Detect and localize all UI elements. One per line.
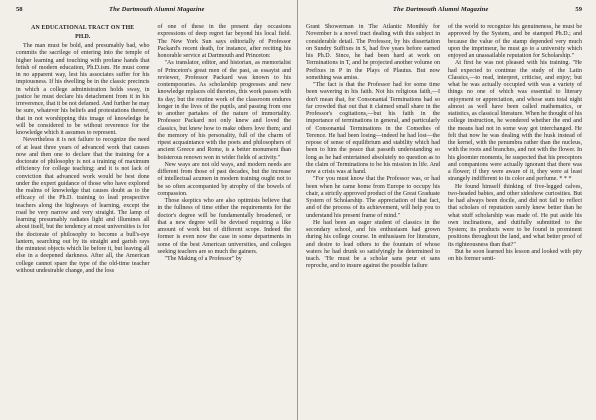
left-page-number: 58 xyxy=(16,6,23,13)
article-subheading: PH.D. xyxy=(75,33,91,40)
paragraph: But he soon learned his lesson and looked with pity on his former senti- xyxy=(448,248,582,262)
paragraph: New ways are not old ways, and modern needs are different from those of past decades, but the increase of intellectual acumen in modern training ought not to be so often accompanied by atrophy of the bowels of compassion. xyxy=(157,161,291,197)
left-running-title: The Dartmouth Alumni Magazine xyxy=(109,6,205,13)
paragraph: "The Making of a Professor" by xyxy=(164,256,242,262)
right-column-1 xyxy=(306,24,440,271)
paragraph: of one of these in the present day occasions expressions of deep regret far beyond his local field. The New York Sun says editorially of Professor Packard's recent death, for instance, after reciting his honorable service at Dartmouth and Princeton: xyxy=(157,24,291,59)
quoted-paragraph: "For you must know that the Professor was, or had been when he came home from Europe to occupy his chair, a strictly approved product of the Great Graduate System of Scholarship. The appreciation of that fact, and of the process of its achievement, will help you to understand his present frame of mind." xyxy=(306,176,440,219)
article-heading: AN EDUCATIONAL TRACT ON THE xyxy=(31,25,135,31)
left-running-head xyxy=(16,6,291,18)
right-running-head xyxy=(306,6,582,18)
quoted-paragraph: "As translator, editor, and historian, as memorialist of Princeton's great men of the past, as essayist and reviewer, Professor Packard was known to his contemporaries. As scholarship progresses and new knowledge replaces old theories, this work passes with its day; but the routine work of the classroom endures longer in the lives of the pupils, and passing from one to another partakes of the nature of immortality. Professor Packard not only knew and loved the classics, but knew how to make others love them; and the memory of his personality, full of the charm of ripest acquaintance with the poets and philosophers of ancient Greece and Rome, is a better monument than boisterous renown won in wider fields of activity." xyxy=(157,60,291,161)
paragraph: Nevertheless it is not failure to recognize the need of at least three years of advanced work that causes now and then one to declare that the training for a doctorate of philosophy is not a training of maximum efficiency for college teaching; and it is not lack of conviction that advanced work would be best done under the expert guidance of those who have explored the realms of knowledge that causes doubt as to the efficacy of the Ph.D. training to lead prospective teachers along the highways of learning, except the road be very narrow and very straight. The lamp of learning presumably radiates light and illumines all about itself, but the tendency at most universities is for the doctorate of philosophy to become a bull's-eye lantern, searching out by its straight and garish rays the minutest objects which lie before it, but leaving all else in a deepened darkness. After all, the American college cannot spare the type of the old-time teacher without undesirable change, and the loss xyxy=(16,137,150,274)
left-column-1 xyxy=(16,24,150,275)
right-page xyxy=(298,0,596,420)
left-column-2 xyxy=(158,24,292,275)
paragraph: He had been an eager student of classics in the secondary school, and his enthusiasm had grown during his college course. In enthusiasm for literature, and desire to lead others to the fountain of whose waters he had drunk so satisfyingly he determined to teach. "He must be a scholar sans peur et sans reproche, and to insure against the possible failure xyxy=(306,219,440,270)
right-column-2 xyxy=(448,24,582,271)
right-page-number: 59 xyxy=(575,6,582,13)
paragraph: At first he was not pleased with his training. "He had expected to continue the study of the Latin Classics,—to read, interpret, criticise, and enjoy; but what he was actually occupied with was a variety of things no one of which was essential to literary enjoyment or appreciation, and whose sum total night almost as well have been called mathematics, or statistics, as classical literature. When he thought of his college instruction, he wondered whether the end and the means had not in some way got interchanged. He felt that now he was dealing with the husk instead of the kernel, with the penumbra rather than the nucleus, with the roots and branches, and not with the flower. In his gloomier moments, he suspected that his preceptors and companions were actually ignorant that there was a flower; if they were aware of it, they were at least strangely indifferent to its color and perfume. * * * xyxy=(448,60,582,183)
right-running-title: The Dartmouth Alumni Magazine xyxy=(392,6,489,13)
quoted-paragraph: "The fact is that the Professor had for some time been wavering in his faith. Not his religious faith,—I don't mean that, for Consonantal Terminations had so far crowded that out that it claimed small share in the Professor's cogitations,—but his faith in the importance of terminations in general, and particularly of Consonantal Terminations in the Comedies of Terence. He had been losing—indeed he had lost—the repose of sense of equilibrium and stability which had been to him the peace that passeth understanding so long as he had entertained absolutely no question as to the claim of Terminations to be his mission in life. And now a crisis was at hand. xyxy=(306,82,440,175)
paragraph: He found himself thinking of five-legged calves, two-headed babies, and other sideshow curiosities. But he had always been docile, and did not fail to reflect that scholars of reputation surely knew better than he what stuff scholarship was made of. He put aside his own inclinations, and dutifully submitted to the System; its products were to be found in prominent positions throughout the land, and what better proof of its righteousness than that?" xyxy=(448,183,582,248)
paragraph: of the world to recognize his genuineness, he must be approved by the System, and be stamped Ph.D.; and because the value of the stamp depended very much upon the imprimeur, he must go to a university which enjoyed an unassailable reputation for Scholarship." xyxy=(448,24,582,59)
paragraph: The man must be bold, and presumably bad, who commits the sacrilege of entering into the temple of higher learning and touching with profane hands that fetish of modern education, Ph.D.ism. He must come in no apparent way, lest his associates suffer for his impiousness. If his dwelling be in the classic precincts in which a college administration holds sway, in justice he must declare his detachment from it in his irreverence, that it be not defamed. And further he may be sure, whatever his beliefs and protestations thereof, that in not worshipping this image of knowledge he will be considered to be without reverence for the knowledge which it assumes to represent. xyxy=(16,43,150,137)
paragraph: Those skeptics who are also optimists believe that in the fullness of time either the requirements for the doctor's degree will be fundamentally broadened, or that a new degree will be devised requiring a like amount of work but of different scope. Indeed the former is even now the case in some departments in some of the best American universities, and colleges seeking teachers are so much the gainers. xyxy=(157,198,291,255)
paragraph: Grant Showerman in The Atlantic Monthly for November is a novel tract dealing with this subject in considerable detail. The Professor, by his dissertation on Sundry Suffixes in S, had five years before earned his Ph.D. Since, he had been hard at work on Terminations in T, and he projected another volume on Prefixes in P in the Plays of Plautus. But now something was amiss. xyxy=(306,24,440,81)
